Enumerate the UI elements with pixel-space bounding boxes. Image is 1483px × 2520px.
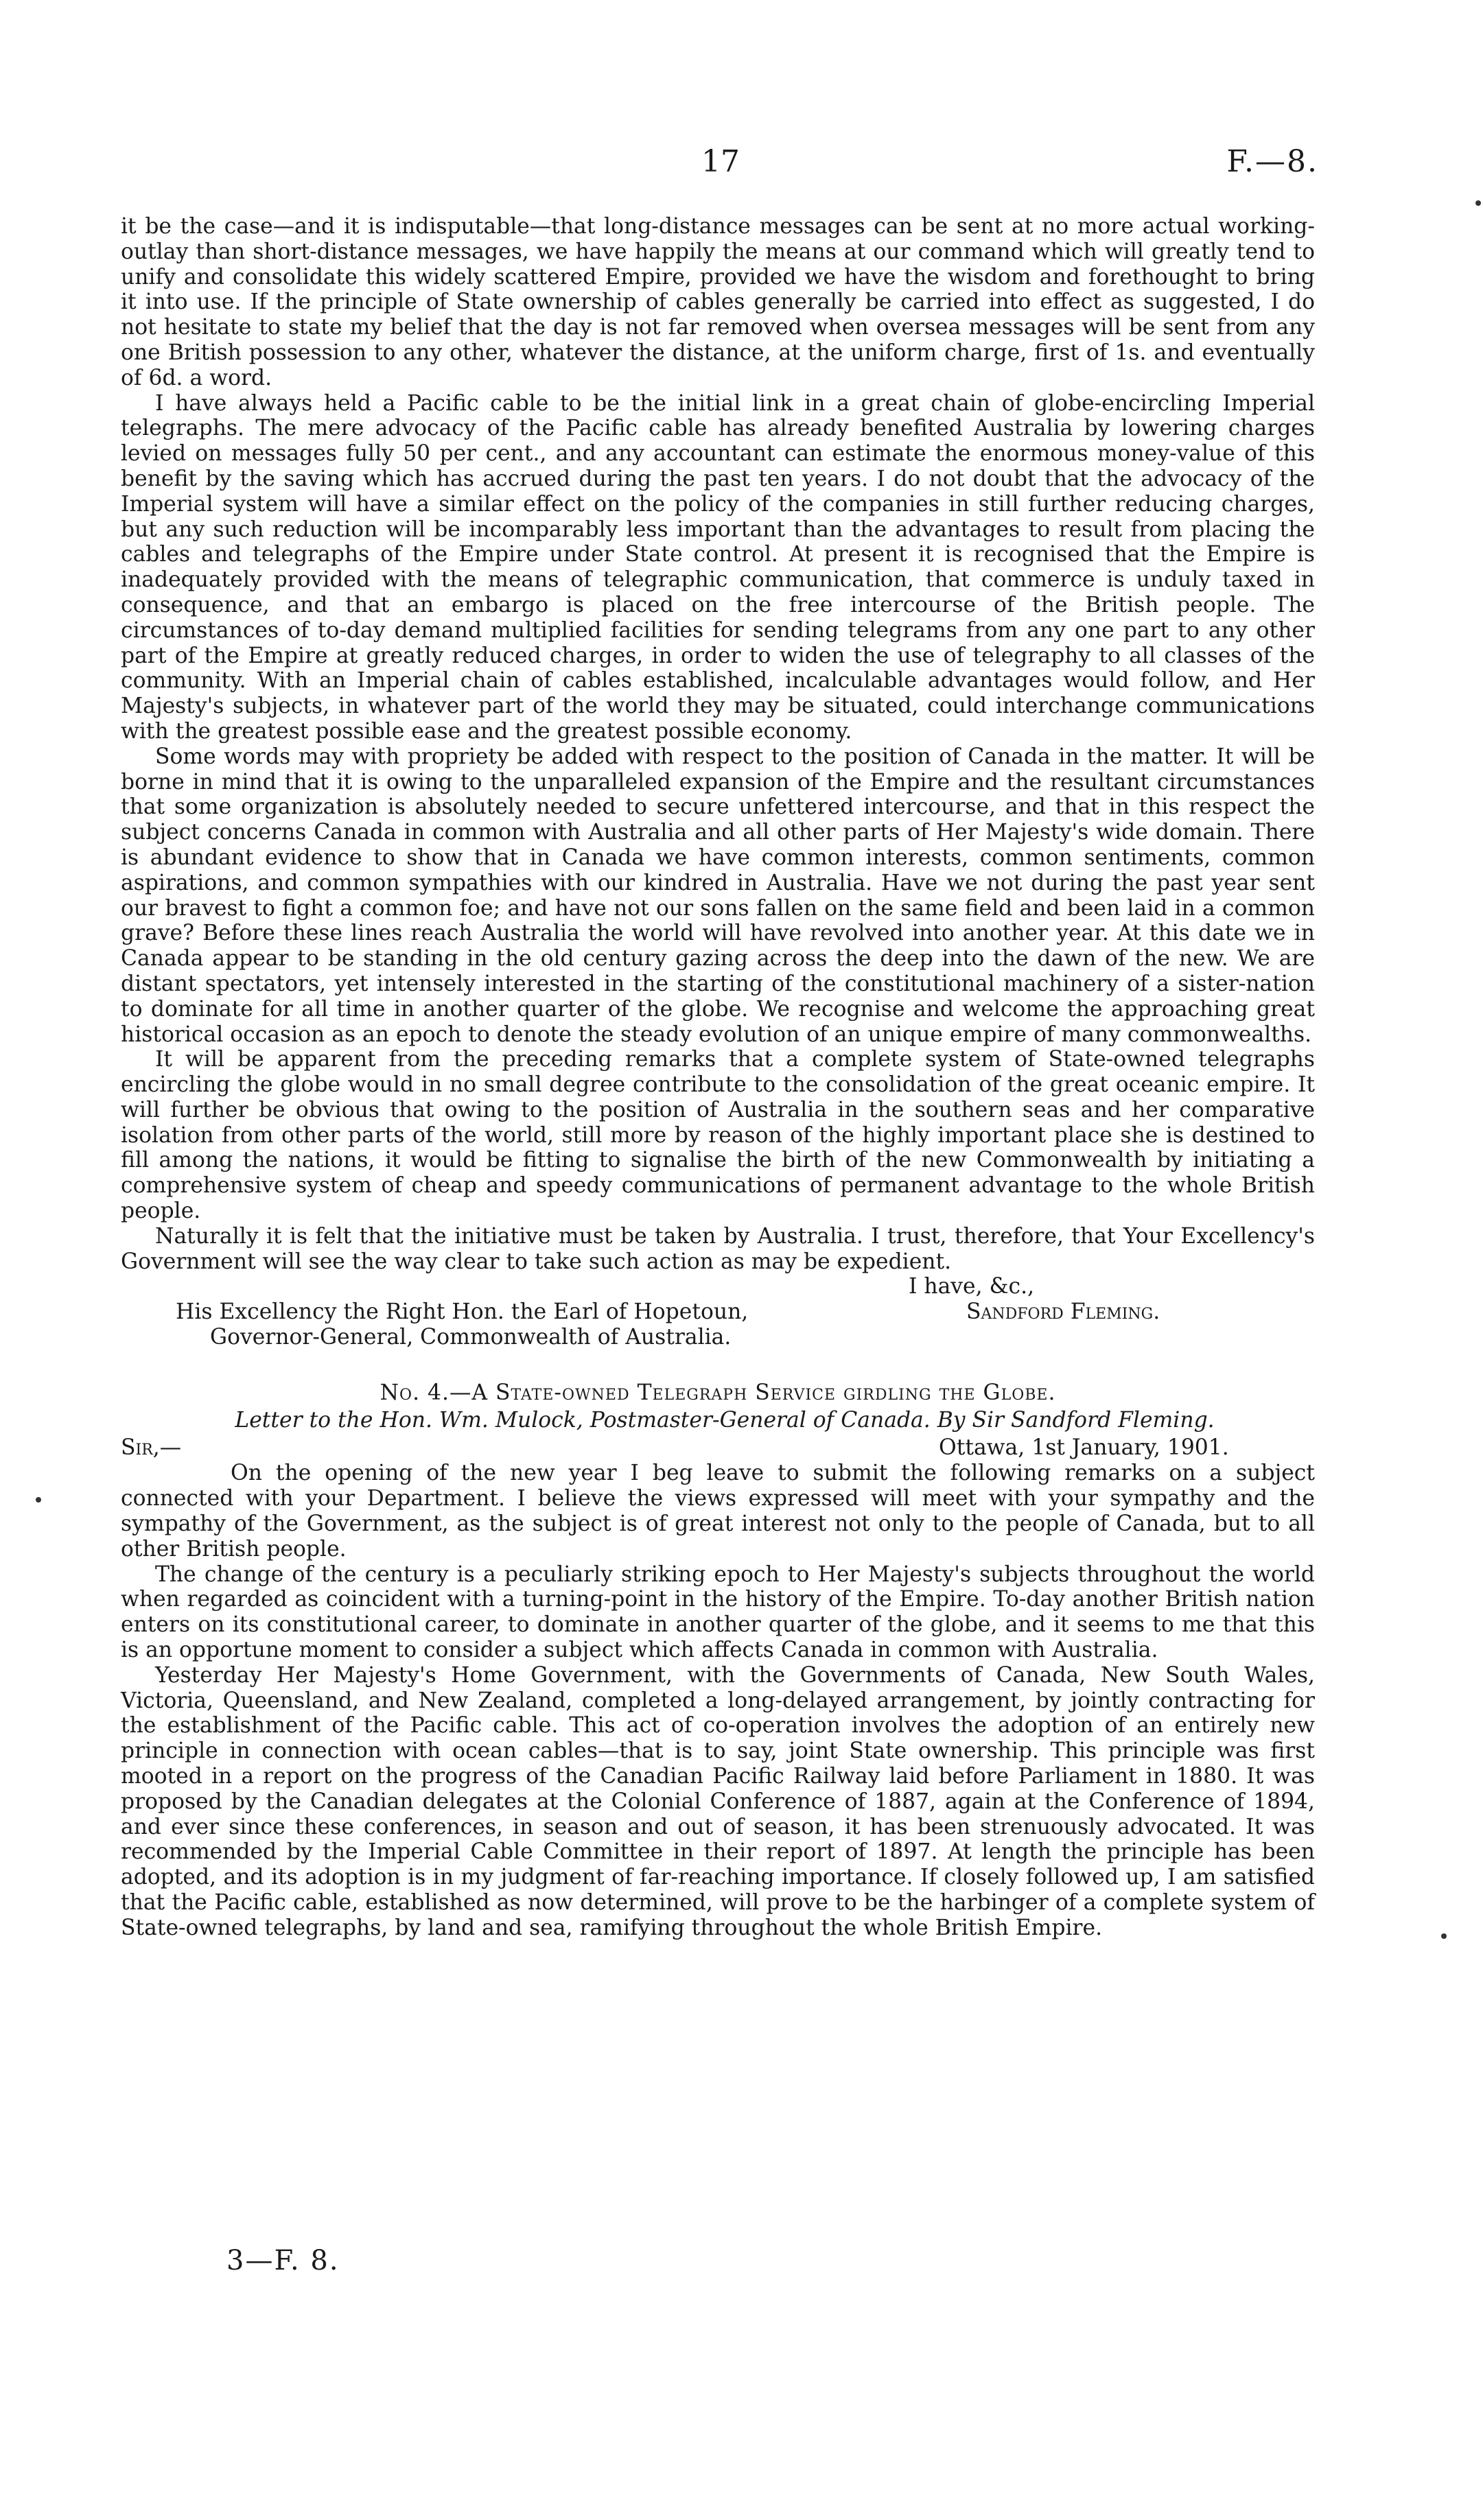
print-speck [1441, 1933, 1447, 1939]
paragraph: On the opening of the new year I beg leave to submit the following remarks on a subject connected with your Department. I believe the views expressed will meet with your sympathy and the sympathy of the Government, as the subject is of great interest not only to the people of Canada, but to all other British people. [121, 1461, 1315, 1562]
addressee-line: His Excellency the Right Hon. the Earl of Hopetoun, [176, 1299, 749, 1325]
section-heading: No. 4.—A State-owned Telegraph Service girdling the Globe. [379, 1380, 1056, 1406]
section-subheading: Letter to the Hon. Wm. Mulock, Postmaster-General of Canada. By Sir Sandford Fleming. [235, 1408, 1215, 1433]
footer-signature: 3—F. 8. [226, 2245, 340, 2276]
signer-name: Sandford Fleming. [966, 1299, 1160, 1325]
paragraph: It will be apparent from the preceding remarks that a complete system of State-owned telegraphs encircling the globe would in no small degree contribute to the consolidation of the great oceanic empire. It will further be obvious that owing to the position of Australia in the southern seas and her comparative isolation from other parts of the world, still more by reason of the highly important place she is destined to fill among the nations, it would be fitting to signalise the birth of the new Commonwealth by initiating a comprehensive system of cheap and speedy communications of permanent advantage to the whole British people. [121, 1047, 1315, 1224]
paragraph: Yesterday Her Majesty's Home Government, with the Governments of Canada, New South Wales, Victoria, Queensland, and New Zealand, completed a long-delayed arrangement, by jointly contracting for the establishment of the Pacific cable. This act of co-operation involves the adoption of an entirely new principle in connection with ocean cables—that is to say, joint State ownership. This principle was first mooted in a report on the progress of the Canadian Pacific Railway laid before Parliament in 1880. It was proposed by the Canadian delegates at the Colonial Conference of 1887, again at the Conference of 1894, and ever since these conferences, in season and out of season, it has been strenuously advocated. It was recommended by the Imperial Cable Committee in their report of 1897. At length the principle has been adopted, and its adoption is in my judgment of far-reaching importance. If closely followed up, I am satisfied that the Pacific cable, established as now determined, will prove to be the harbinger of a complete system of State-owned telegraphs, by land and sea, ramifying throughout the whole British Empire. [121, 1662, 1315, 1940]
page-header [0, 144, 1483, 185]
print-speck [36, 1497, 41, 1503]
salutation-row [121, 1435, 1315, 1461]
closing-text: I have, &c., [909, 1274, 1035, 1299]
paragraph: it be the case—and it is indisputable—that long-distance messages can be sent at no more actual working-outlay than short-distance messages, we have happily the means at our command which will greatly tend to unify and consolidate this widely scattered Empire, provided we have the wisdom and forethought to bring it into use. If the principle of State ownership of cables generally be carried into effect as suggested, I do not hesitate to state my belief that the day is not far removed when oversea messages will be sent from any one British possession to any other, whatever the distance, at the uniform charge, first of 1s. and eventually of 6d. a word. [121, 214, 1315, 390]
letter-date: Ottawa, 1st January, 1901. [939, 1435, 1229, 1461]
paragraph: I have always held a Pacific cable to be the initial link in a great chain of globe-encircling Imperial telegraphs. The mere advocacy of the Pacific cable has already benefited Australia by lowering charges levied on messages fully 50 per cent., and any accountant can estimate the enormous money-value of this benefit by the saving which has accrued during the past ten years. I do not doubt that the advocacy of the Imperial system will have a similar effect on the policy of the companies in still further reducing charges, but any such reduction will be incomparably less important than the advantages to result from placing the cables and telegraphs of the Empire under State control. At present it is recognised that the Empire is inadequately provided with the means of telegraphic communication, that commerce is unduly taxed in consequence, and that an embargo is placed on the free intercourse of the British people. The circumstances of to-day demand multiplied facilities for sending telegrams from any one part to any other part of the Empire at greatly reduced charges, in order to widen the use of telegraphy to all classes of the community. With an Imperial chain of cables established, incalculable advantages would follow, and Her Majesty's subjects, in whatever part of the world they may be situated, could interchange communications with the greatest possible ease and the greatest possible economy. [121, 390, 1315, 744]
paragraph: Some words may with propriety be added with respect to the position of Canada in the matter. It will be borne in mind that it is owing to the unparalleled expansion of the Empire and the resultant circumstances that some organization is absolutely needed to secure unfettered intercourse, and that in this respect the subject concerns Canada in common with Australia and all other parts of Her Majesty's wide domain. There is abundant evidence to show that in Canada we have common interests, common sentiments, common aspirations, and common sympathies with our kindred in Australia. Have we not during the past year sent our bravest to fight a common foe; and have not our sons fallen on the same field and been laid in a common grave? Before these lines reach Australia the world will have revolved into another year. At this date we in Canada appear to be standing in the old century gazing across the deep into the dawn of the new. We are distant spectators, yet intensely interested in the starting of the constitutional machinery of a sister-nation to dominate for all time in another quarter of the globe. We recognise and welcome the approaching great historical occasion as an epoch to denote the steady evolution of an unique empire of many commonwealths. [121, 744, 1315, 1047]
page-number: 17 [701, 144, 740, 179]
print-speck [1475, 200, 1481, 206]
paragraph: The change of the century is a peculiarly striking epoch to Her Majesty's subjects throughout the world when regarded as coincident with a turning-point in the history of the Empire. To-day another British nation enters on its constitutional career, to dominate in another quarter of the globe, and it seems to me that this is an opportune moment to consider a subject which affects Canada in common with Australia. [121, 1562, 1315, 1663]
signature-row [121, 1299, 1315, 1325]
paragraph: Naturally it is felt that the initiative must be taken by Australia. I trust, therefore, that Your Excellency's Government will see the way clear to take such action as may be expedient. [121, 1223, 1315, 1274]
page-reference: F.—8. [1226, 144, 1318, 179]
salutation: Sir,— [121, 1435, 182, 1461]
body-text [121, 214, 1315, 1941]
closing-row [121, 1274, 1315, 1299]
addressee-line: Governor-General, Commonwealth of Australia. [210, 1325, 732, 1350]
